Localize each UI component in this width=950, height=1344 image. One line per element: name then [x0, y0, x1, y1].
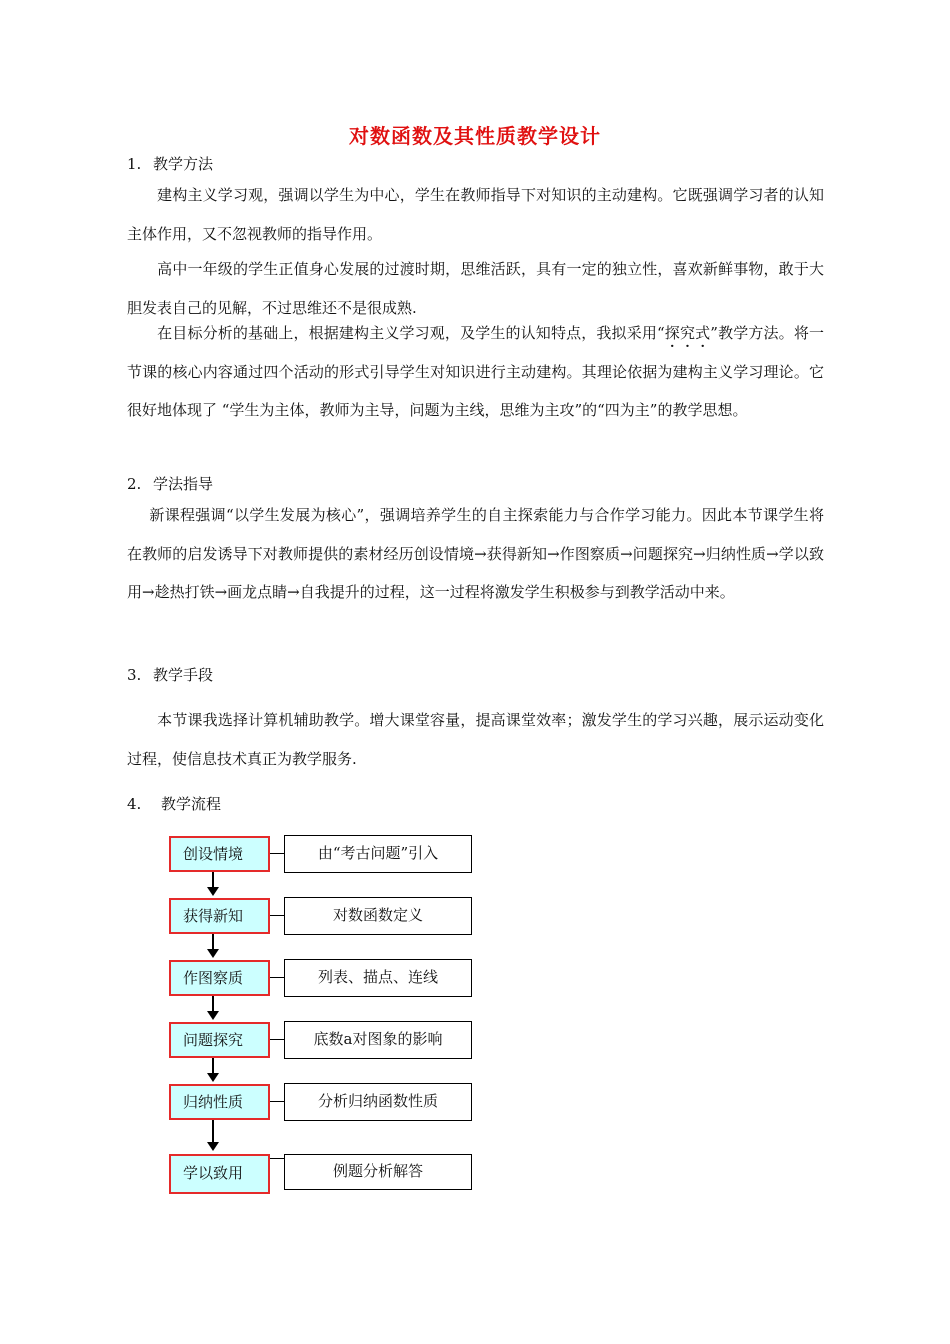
paragraph-text: 新课程强调“以学生发展为核心”，强调培养学生的自主探索能力与合作学习能力。因此本节课学生将在教师的启发诱导下对教师提供的素材经历创设情境→获得新知→作图察质→问题探究→归纳性质→学以致用→趁热打铁→画龙点睛→自我提升的过程，这一过程将激发学生积极参与到教学活动中来。 — [127, 506, 824, 601]
section-number: 1. — [127, 155, 142, 173]
section-title: 学法指导 — [153, 475, 214, 493]
flow-step-box: 归纳性质 — [169, 1084, 270, 1120]
flow-desc-box: 对数函数定义 — [284, 897, 472, 935]
flow-arrowhead — [207, 1142, 219, 1151]
emphasis-char: 探 — [664, 324, 680, 342]
flow-step-box: 作图察质 — [169, 960, 270, 996]
flow-step-box: 问题探究 — [169, 1022, 270, 1058]
emphasis-char: 究 — [679, 324, 696, 342]
flow-desc-box: 分析归纳函数性质 — [284, 1083, 472, 1121]
emphasis-char: 式 — [695, 324, 711, 342]
flow-connector — [270, 853, 284, 854]
section-title: 教学流程 — [161, 795, 222, 813]
flow-step-box: 创设情境 — [169, 836, 270, 872]
flow-arrow-line — [212, 1120, 214, 1144]
flow-connector — [270, 1101, 284, 1102]
flow-connector — [270, 977, 284, 978]
flow-desc-box: 列表、描点、连线 — [284, 959, 472, 997]
flow-connector — [270, 915, 284, 916]
flow-arrowhead — [207, 1073, 219, 1082]
section-title: 教学方法 — [153, 155, 214, 173]
flow-step-box: 获得新知 — [169, 898, 270, 934]
section-number: 2. — [127, 475, 142, 493]
paragraph-text: 本节课我选择计算机辅助教学。增大课堂容量，提高课堂效率；激发学生的学习兴趣，展示运动变化过程，使信息技术真正为教学服务. — [127, 711, 824, 768]
paragraph-text-start: 在目标分析的基础上，根据建构主义学习观，及学生的认知特点，我拟采用“ — [157, 324, 665, 342]
flow-arrowhead — [207, 1011, 219, 1020]
flow-desc-box: 由“考古问题”引入 — [284, 835, 472, 873]
section-number: 3. — [127, 666, 142, 684]
paragraph-text: 建构主义学习观，强调以学生为中心，学生在教师指导下对知识的主动建构。它既强调学习者的认知主体作用，又不忽视教师的指导作用。 — [127, 186, 824, 243]
flow-step-box: 学以致用 — [169, 1154, 270, 1194]
page-title: 对数函数及其性质教学设计 — [349, 124, 601, 148]
section-number: 4. — [127, 795, 142, 813]
flow-desc-box: 例题分析解答 — [284, 1154, 472, 1190]
paragraph-text-end: ”教学方法。将一节课的核心内容通过四个活动的形式引导学生对知识进行主动建构。其理论依据为建构主义学习理论。它很好地体现了 “学生为主体，教师为主导，问题为主线，思维为主攻”的“四为主”的教学思想。 — [127, 324, 824, 419]
flow-desc-box: 底数a对图象的影响 — [284, 1021, 472, 1059]
flow-arrowhead — [207, 949, 219, 958]
flow-connector — [270, 1158, 284, 1159]
section-title: 教学手段 — [153, 666, 214, 684]
paragraph-text: 高中一年级的学生正值身心发展的过渡时期，思维活跃，具有一定的独立性，喜欢新鲜事物，敢于大胆发表自己的见解，不过思维还不是很成熟. — [127, 260, 824, 317]
flow-connector — [270, 1039, 284, 1040]
flow-arrowhead — [207, 887, 219, 896]
